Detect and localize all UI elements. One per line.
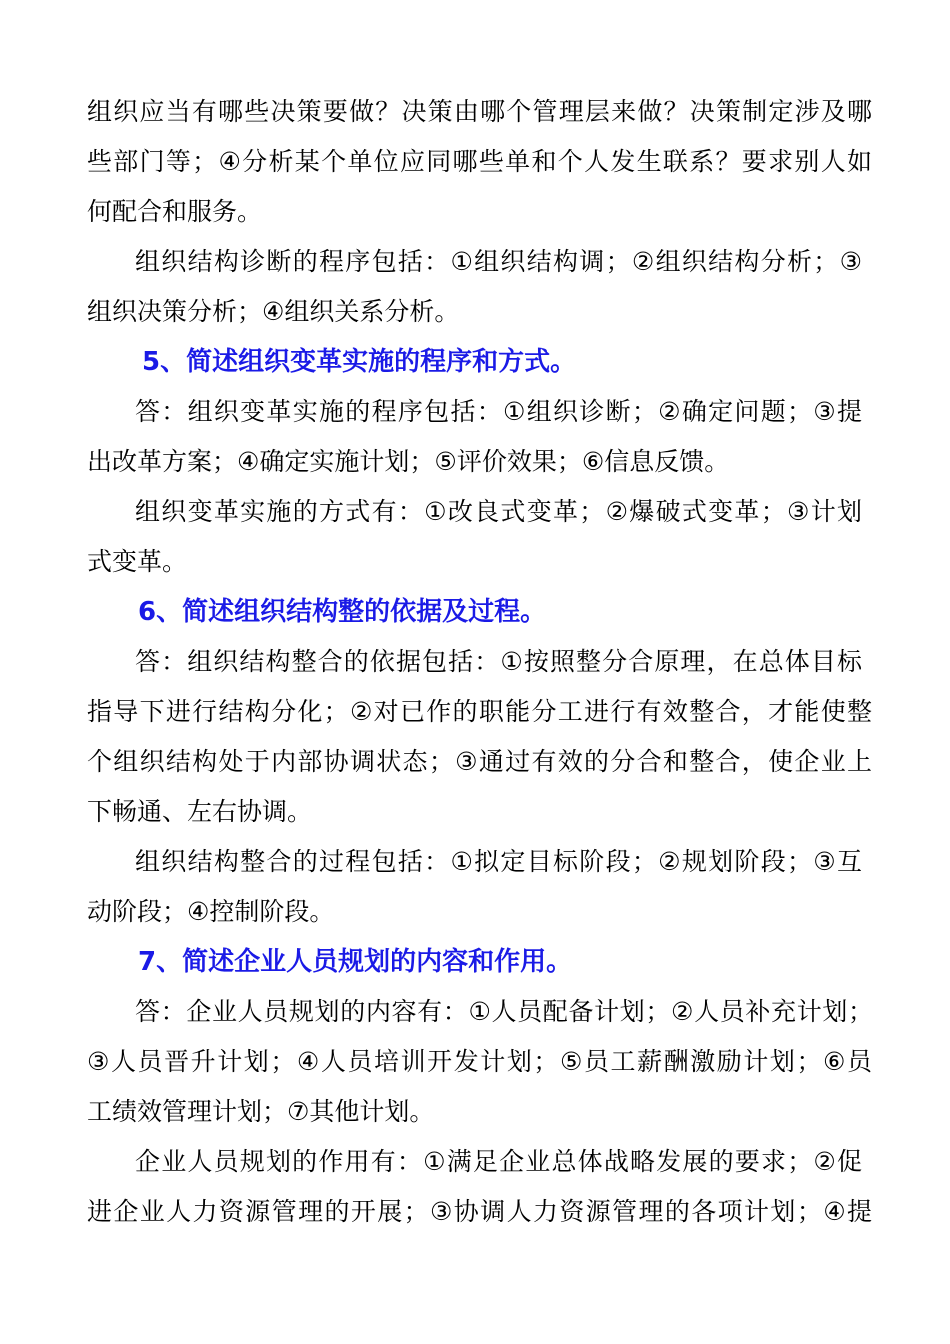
paragraph-line: 些部门等；④分析某个单位应同哪些单和个人发生联系？要求别人如	[87, 147, 872, 176]
paragraph-line: 企业人员规划的作用有：①满足企业总体战略发展的要求；②促	[135, 1147, 862, 1176]
section-heading: 5、简述组织变革实施的程序和方式。	[142, 347, 577, 377]
paragraph-line: 进企业人力资源管理的开展；③协调人力资源管理的各项计划；④提	[87, 1197, 872, 1226]
paragraph-line: 组织变革实施的方式有：①改良式变革；②爆破式变革；③计划	[135, 497, 862, 526]
paragraph-line: ③人员晋升计划；④人员培训开发计划；⑤员工薪酬激励计划；⑥员	[87, 1047, 872, 1076]
paragraph-line: 答：组织结构整合的依据包括：①按照整分合原理，在总体目标	[135, 647, 862, 676]
section-heading: 6、简述组织结构整的依据及过程。	[138, 597, 547, 627]
paragraph-line: 下畅通、左右协调。	[87, 797, 313, 826]
paragraph-line: 式变革。	[87, 547, 188, 576]
paragraph-line: 动阶段；④控制阶段。	[87, 897, 335, 926]
paragraph-line: 出改革方案；④确定实施计划；⑤评价效果；⑥信息反馈。	[87, 447, 730, 476]
paragraph-line: 指导下进行结构分化；②对已作的职能分工进行有效整合，才能使整	[87, 697, 872, 726]
paragraph-line: 个组织结构处于内部协调状态；③通过有效的分合和整合，使企业上	[87, 747, 872, 776]
paragraph-line: 组织决策分析；④组织关系分析。	[87, 297, 460, 326]
paragraph-line: 组织结构诊断的程序包括：①组织结构调；②组织结构分析；③	[135, 247, 862, 276]
paragraph-line: 答：企业人员规划的内容有：①人员配备计划；②人员补充计划；	[135, 997, 873, 1026]
paragraph-line: 组织应当有哪些决策要做？决策由哪个管理层来做？决策制定涉及哪	[87, 97, 872, 126]
paragraph-line: 答：组织变革实施的程序包括：①组织诊断；②确定问题；③提	[135, 397, 862, 426]
paragraph-line: 组织结构整合的过程包括：①拟定目标阶段；②规划阶段；③互	[135, 847, 862, 876]
section-heading: 7、简述企业人员规划的内容和作用。	[138, 947, 573, 977]
paragraph-line: 工绩效管理计划；⑦其他计划。	[87, 1097, 435, 1126]
paragraph-line: 何配合和服务。	[87, 197, 263, 226]
